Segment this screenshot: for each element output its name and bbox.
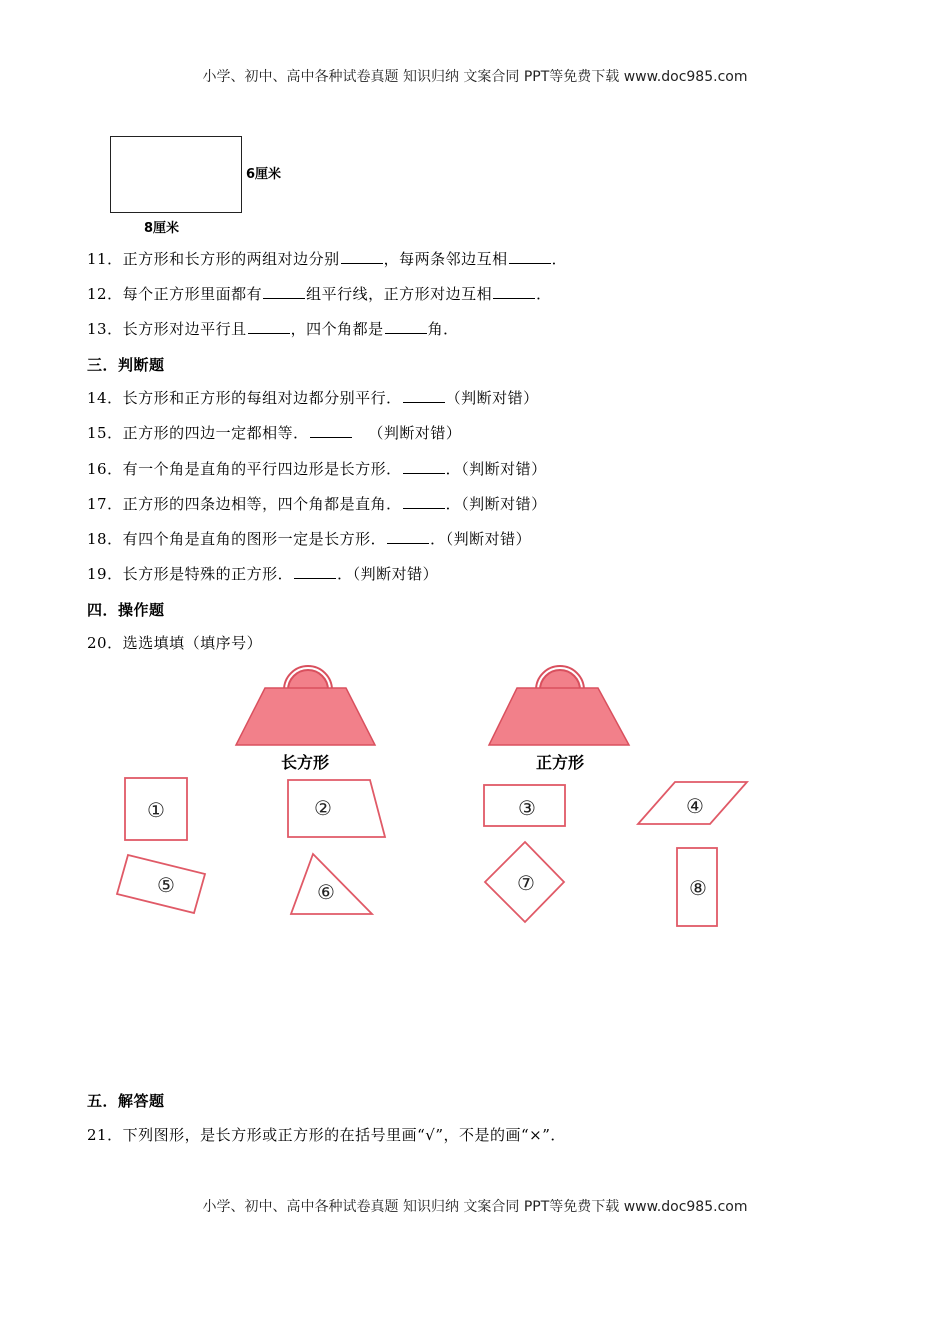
question-13: 13．长方形对边平行且 ，四个角都是 角． [87,320,459,338]
bag-square [489,666,629,745]
page-header: 小学、初中、高中各种试卷真题 知识归纳 文案合同 PPT等免费下载 www.doc985.com [202,69,748,85]
shape-2-label: ② [314,796,332,820]
question-20: 20．选选填填（填序号） [87,634,263,652]
rectangle-side-label: 6厘米 [246,167,282,182]
question-12: 12．每个正方形里面都有 组平行线，正方形对边互相 ． [87,285,552,303]
shape-8-label: ⑧ [689,876,707,900]
question-18: 18．有四个角是直角的图形一定是长方形． ．（判断对错） [87,530,532,548]
shape-2 [288,780,385,837]
shape-6-label: ⑥ [317,880,335,904]
section-4-title: 四．操作题 [87,601,165,619]
section-5-title: 五．解答题 [87,1092,165,1110]
page-footer: 小学、初中、高中各种试卷真题 知识归纳 文案合同 PPT等免费下载 www.doc985.com [202,1199,748,1215]
question-16: 16．有一个角是直角的平行四边形是长方形． ．（判断对错） [87,460,547,478]
bag-rectangle [236,666,375,745]
shape-1-label: ① [147,798,165,822]
question-17: 17．正方形的四条边相等，四个角都是直角． ．（判断对错） [87,495,547,513]
question-15: 15．正方形的四边一定都相等． （判断对错） [87,424,462,442]
bag-rectangle-label: 长方形 [280,753,330,772]
section-3-title: 三．判断题 [87,356,165,374]
bag-square-label: 正方形 [535,753,585,772]
question-21: 21．下列图形，是长方形或正方形的在括号里画“√”，不是的画“×”． [87,1126,566,1144]
question-11: 11．正方形和长方形的两组对边分别 ，每两条邻边互相 ． [87,250,568,268]
question-19: 19．长方形是特殊的正方形． ．（判断对错） [87,565,439,583]
question-14: 14．长方形和正方形的每组对边都分别平行． （判断对错） [87,389,539,407]
shape-3-label: ③ [518,796,536,820]
shape-7-label: ⑦ [517,871,535,895]
rectangle-bottom-label: 8厘米 [144,221,180,236]
shape-5-label: ⑤ [157,873,175,897]
shape-4-label: ④ [686,794,704,818]
